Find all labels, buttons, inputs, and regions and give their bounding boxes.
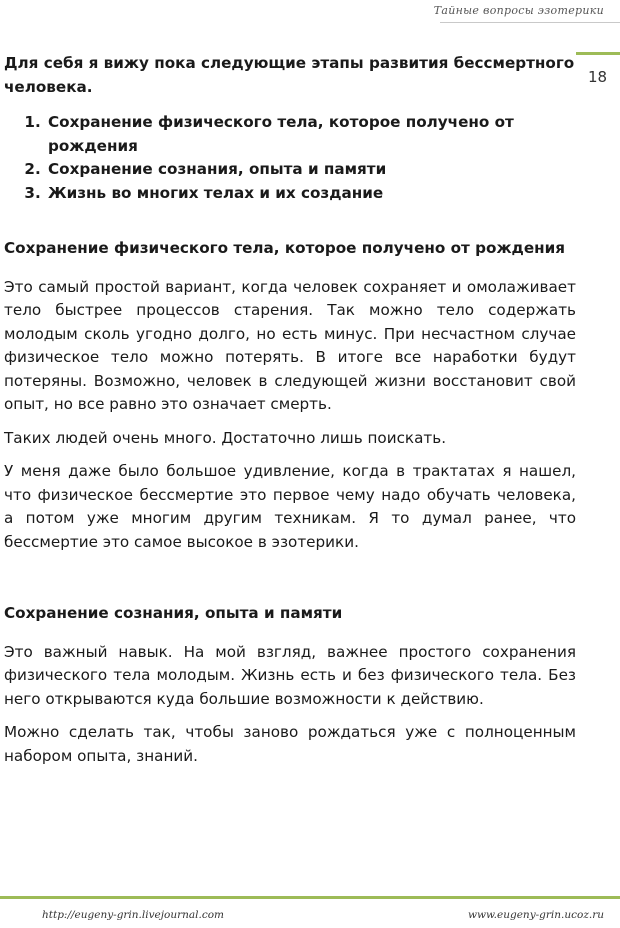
body-paragraph: Это важный навык. На мой взгляд, важнее простого сохранения физического тела молодым. Жизнь есть и без физического тела. Без него открываются куда большие возможности к действию. [4, 642, 576, 708]
page-number-rule [576, 52, 620, 55]
body-paragraph: Это самый простой вариант, когда человек сохраняет и омолаживает тело быстрее процессов старения. Так можно тело содержать молодым сколь угодно долго, но есть минус. При несчастном случае физическое тело можно потерять. В итоге все наработки будут потеряны. Возможно, человек в следующей жизни восстановит свой опыт, но все равно это означает смерть. [4, 277, 576, 413]
stage-item: 3. Жизнь во многих телах и их создание [46, 182, 576, 206]
footer-rule [0, 896, 620, 899]
footer-livejournal-link[interactable]: http://eugeny-grin.livejournal.com [42, 909, 224, 921]
stage-item: 2. Сохранение сознания, опыта и памяти [46, 158, 576, 182]
stages-list [4, 111, 576, 205]
page-content [4, 52, 576, 768]
body-paragraph: Таких людей очень много. Достаточно лишь поискать. [4, 428, 447, 447]
section-heading-consciousness: Сохранение сознания, опыта и памяти [4, 604, 343, 622]
page-number: 18 [588, 68, 608, 86]
footer-site-link[interactable]: www.eugeny-grin.ucoz.ru [467, 909, 604, 921]
stage-item: 1. Сохранение физического тела, которое получено от рождения [46, 111, 576, 158]
body-paragraph: Можно сделать так, чтобы заново рождаться уже с полноценным набором опыта, знаний. [4, 723, 576, 765]
intro-paragraph: Для себя я вижу пока следующие этапы развития бессмертного человека. [4, 54, 575, 96]
section-heading-physical-body: Сохранение физического тела, которое получено от рождения [4, 239, 566, 257]
header-rule [440, 22, 620, 23]
header-book-title: Тайные вопросы эзотерики [433, 4, 604, 17]
body-paragraph: У меня даже было большое удивление, когда в трактатах я нашел, что физическое бессмертие это первое чему надо обучать человека, а потом уже многим другим техникам. Я то думал ранее, что бессмертие это самое высокое в эзотерики. [4, 462, 576, 551]
